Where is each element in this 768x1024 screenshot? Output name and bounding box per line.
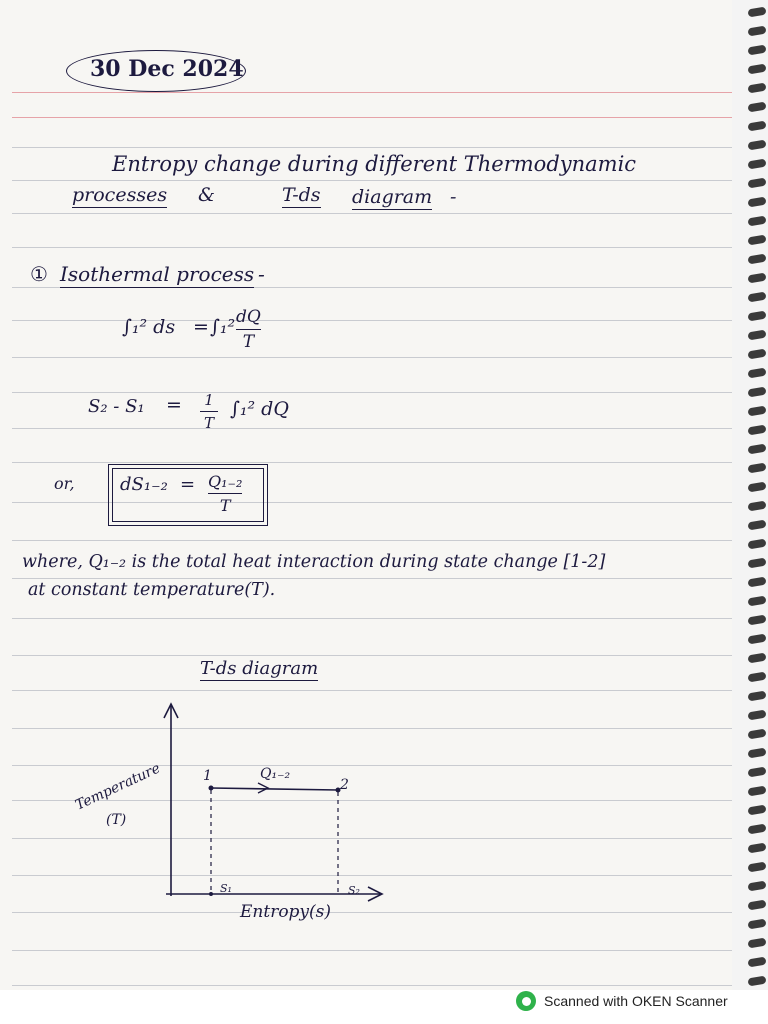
ruled-line xyxy=(12,578,748,579)
binding-hole xyxy=(747,215,766,226)
note-line-1: where, Q₁₋₂ is the total heat interaction during state change [1-2] xyxy=(22,552,606,572)
binding-hole xyxy=(747,842,766,853)
ts-diagram xyxy=(60,690,400,930)
section-number: ① xyxy=(30,262,48,286)
binding-hole xyxy=(747,728,766,739)
eq2-numerator: 1 xyxy=(204,391,214,409)
binding-hole xyxy=(747,405,766,416)
eq1-equals: = xyxy=(193,316,209,338)
binding-hole xyxy=(747,367,766,378)
ruled-line xyxy=(12,428,748,429)
binding-hole xyxy=(747,44,766,55)
diagram-title: T-ds diagram xyxy=(200,658,319,679)
binding-hole xyxy=(747,766,766,777)
binding-hole xyxy=(747,785,766,796)
eq3-denominator: T xyxy=(219,496,231,516)
y-axis-unit: (T) xyxy=(106,812,127,828)
binding-hole xyxy=(747,481,766,492)
binding-hole xyxy=(747,310,766,321)
eq2-fraction-bar xyxy=(200,411,218,412)
binding-hole xyxy=(747,899,766,910)
binding-hole xyxy=(747,747,766,758)
binding-hole xyxy=(747,614,766,625)
eq2-rhs: ∫₁² dQ xyxy=(230,398,289,420)
ruled-line xyxy=(12,392,748,393)
binding-hole xyxy=(747,158,766,169)
binding-hole xyxy=(747,861,766,872)
page-title-tds: T-ds xyxy=(282,184,321,206)
scanner-footer xyxy=(516,990,728,1012)
eq1-numerator: dQ xyxy=(236,307,261,327)
binding-hole xyxy=(747,82,766,93)
binding-hole xyxy=(747,576,766,587)
page-title-diagram: diagram xyxy=(352,186,433,208)
section-dash: - xyxy=(258,262,265,286)
process-line xyxy=(211,788,338,790)
ruled-line xyxy=(12,180,748,181)
binding-hole xyxy=(747,652,766,663)
s1-point xyxy=(209,892,213,896)
binding-hole xyxy=(747,253,766,264)
binding-hole xyxy=(747,709,766,720)
binding-hole xyxy=(747,63,766,74)
binding-hole xyxy=(747,975,766,986)
binding-hole xyxy=(747,443,766,454)
scanner-footer-text: Scanned with OKEN Scanner xyxy=(544,993,728,1009)
eq1-fraction-bar xyxy=(236,329,261,330)
binding-hole xyxy=(747,101,766,112)
ruled-line xyxy=(12,655,748,656)
binding-hole xyxy=(747,671,766,682)
heat-label: Q₁₋₂ xyxy=(260,766,291,782)
page-title-processes: processes xyxy=(72,184,168,206)
eq3-fraction xyxy=(208,472,242,515)
page-title-ampersand: & xyxy=(198,184,215,206)
eq3-numerator: Q₁₋₂ xyxy=(208,472,243,491)
eq1-fraction xyxy=(236,307,261,352)
state-point-1 xyxy=(209,786,214,791)
point-1-label: 1 xyxy=(203,768,212,784)
spiral-binding xyxy=(732,0,768,990)
ruled-line xyxy=(12,357,748,358)
binding-hole xyxy=(747,500,766,511)
s1-label: S₁ xyxy=(220,882,232,895)
binding-hole xyxy=(747,633,766,644)
binding-hole xyxy=(747,557,766,568)
eq2-denominator: T xyxy=(203,414,214,433)
ruled-line xyxy=(12,540,748,541)
date-text: 30 Dec 2024 xyxy=(90,56,244,82)
eq3-lhs: dS₁₋₂ xyxy=(120,474,168,495)
oken-logo-icon xyxy=(516,991,536,1011)
binding-hole xyxy=(747,424,766,435)
ruled-line xyxy=(12,618,748,619)
binding-hole xyxy=(747,937,766,948)
binding-hole xyxy=(747,462,766,473)
binding-hole xyxy=(747,538,766,549)
note-line-2: at constant temperature(T). xyxy=(28,580,276,600)
binding-hole xyxy=(747,348,766,359)
binding-hole xyxy=(747,519,766,530)
binding-hole xyxy=(747,177,766,188)
binding-hole xyxy=(747,196,766,207)
eq3-fraction-bar xyxy=(208,493,242,494)
ruled-line xyxy=(12,985,748,986)
ruled-line xyxy=(12,462,748,463)
binding-hole xyxy=(747,6,766,17)
binding-hole xyxy=(747,918,766,929)
eq3-or: or, xyxy=(54,474,75,493)
ruled-line xyxy=(12,950,748,951)
binding-hole xyxy=(747,880,766,891)
eq1-integral: ∫₁² xyxy=(210,316,236,338)
binding-hole xyxy=(747,272,766,283)
page-title-line1: Entropy change during different Thermodynamic xyxy=(112,152,637,176)
binding-hole xyxy=(747,234,766,245)
ruled-line xyxy=(12,247,748,248)
point-2-label: 2 xyxy=(340,777,349,793)
ruled-line xyxy=(12,213,748,214)
binding-hole xyxy=(747,120,766,131)
binding-hole xyxy=(747,329,766,340)
ruled-line xyxy=(12,147,748,148)
eq2-equals: = xyxy=(166,394,182,416)
s2-label: S₂ xyxy=(348,884,360,897)
x-axis-label: Entropy(s) xyxy=(240,902,332,922)
binding-hole xyxy=(747,690,766,701)
binding-hole xyxy=(747,804,766,815)
eq1-lhs: ∫₁² ds xyxy=(122,316,176,338)
binding-hole xyxy=(747,823,766,834)
binding-hole xyxy=(747,386,766,397)
section-heading: Isothermal process xyxy=(60,262,255,286)
binding-hole xyxy=(747,956,766,967)
binding-hole xyxy=(747,139,766,150)
binding-hole xyxy=(747,291,766,302)
eq2-fraction xyxy=(200,391,218,432)
page-title-dash: - xyxy=(450,186,457,208)
y-axis-label: Temperature xyxy=(72,760,163,814)
eq2-lhs: S₂ - S₁ xyxy=(88,396,145,417)
binding-hole xyxy=(747,595,766,606)
eq3-equals: = xyxy=(180,474,196,495)
margin-rule-bottom xyxy=(12,117,748,118)
binding-hole xyxy=(747,25,766,36)
eq1-denominator: T xyxy=(242,332,255,353)
margin-rule-top xyxy=(12,92,748,93)
